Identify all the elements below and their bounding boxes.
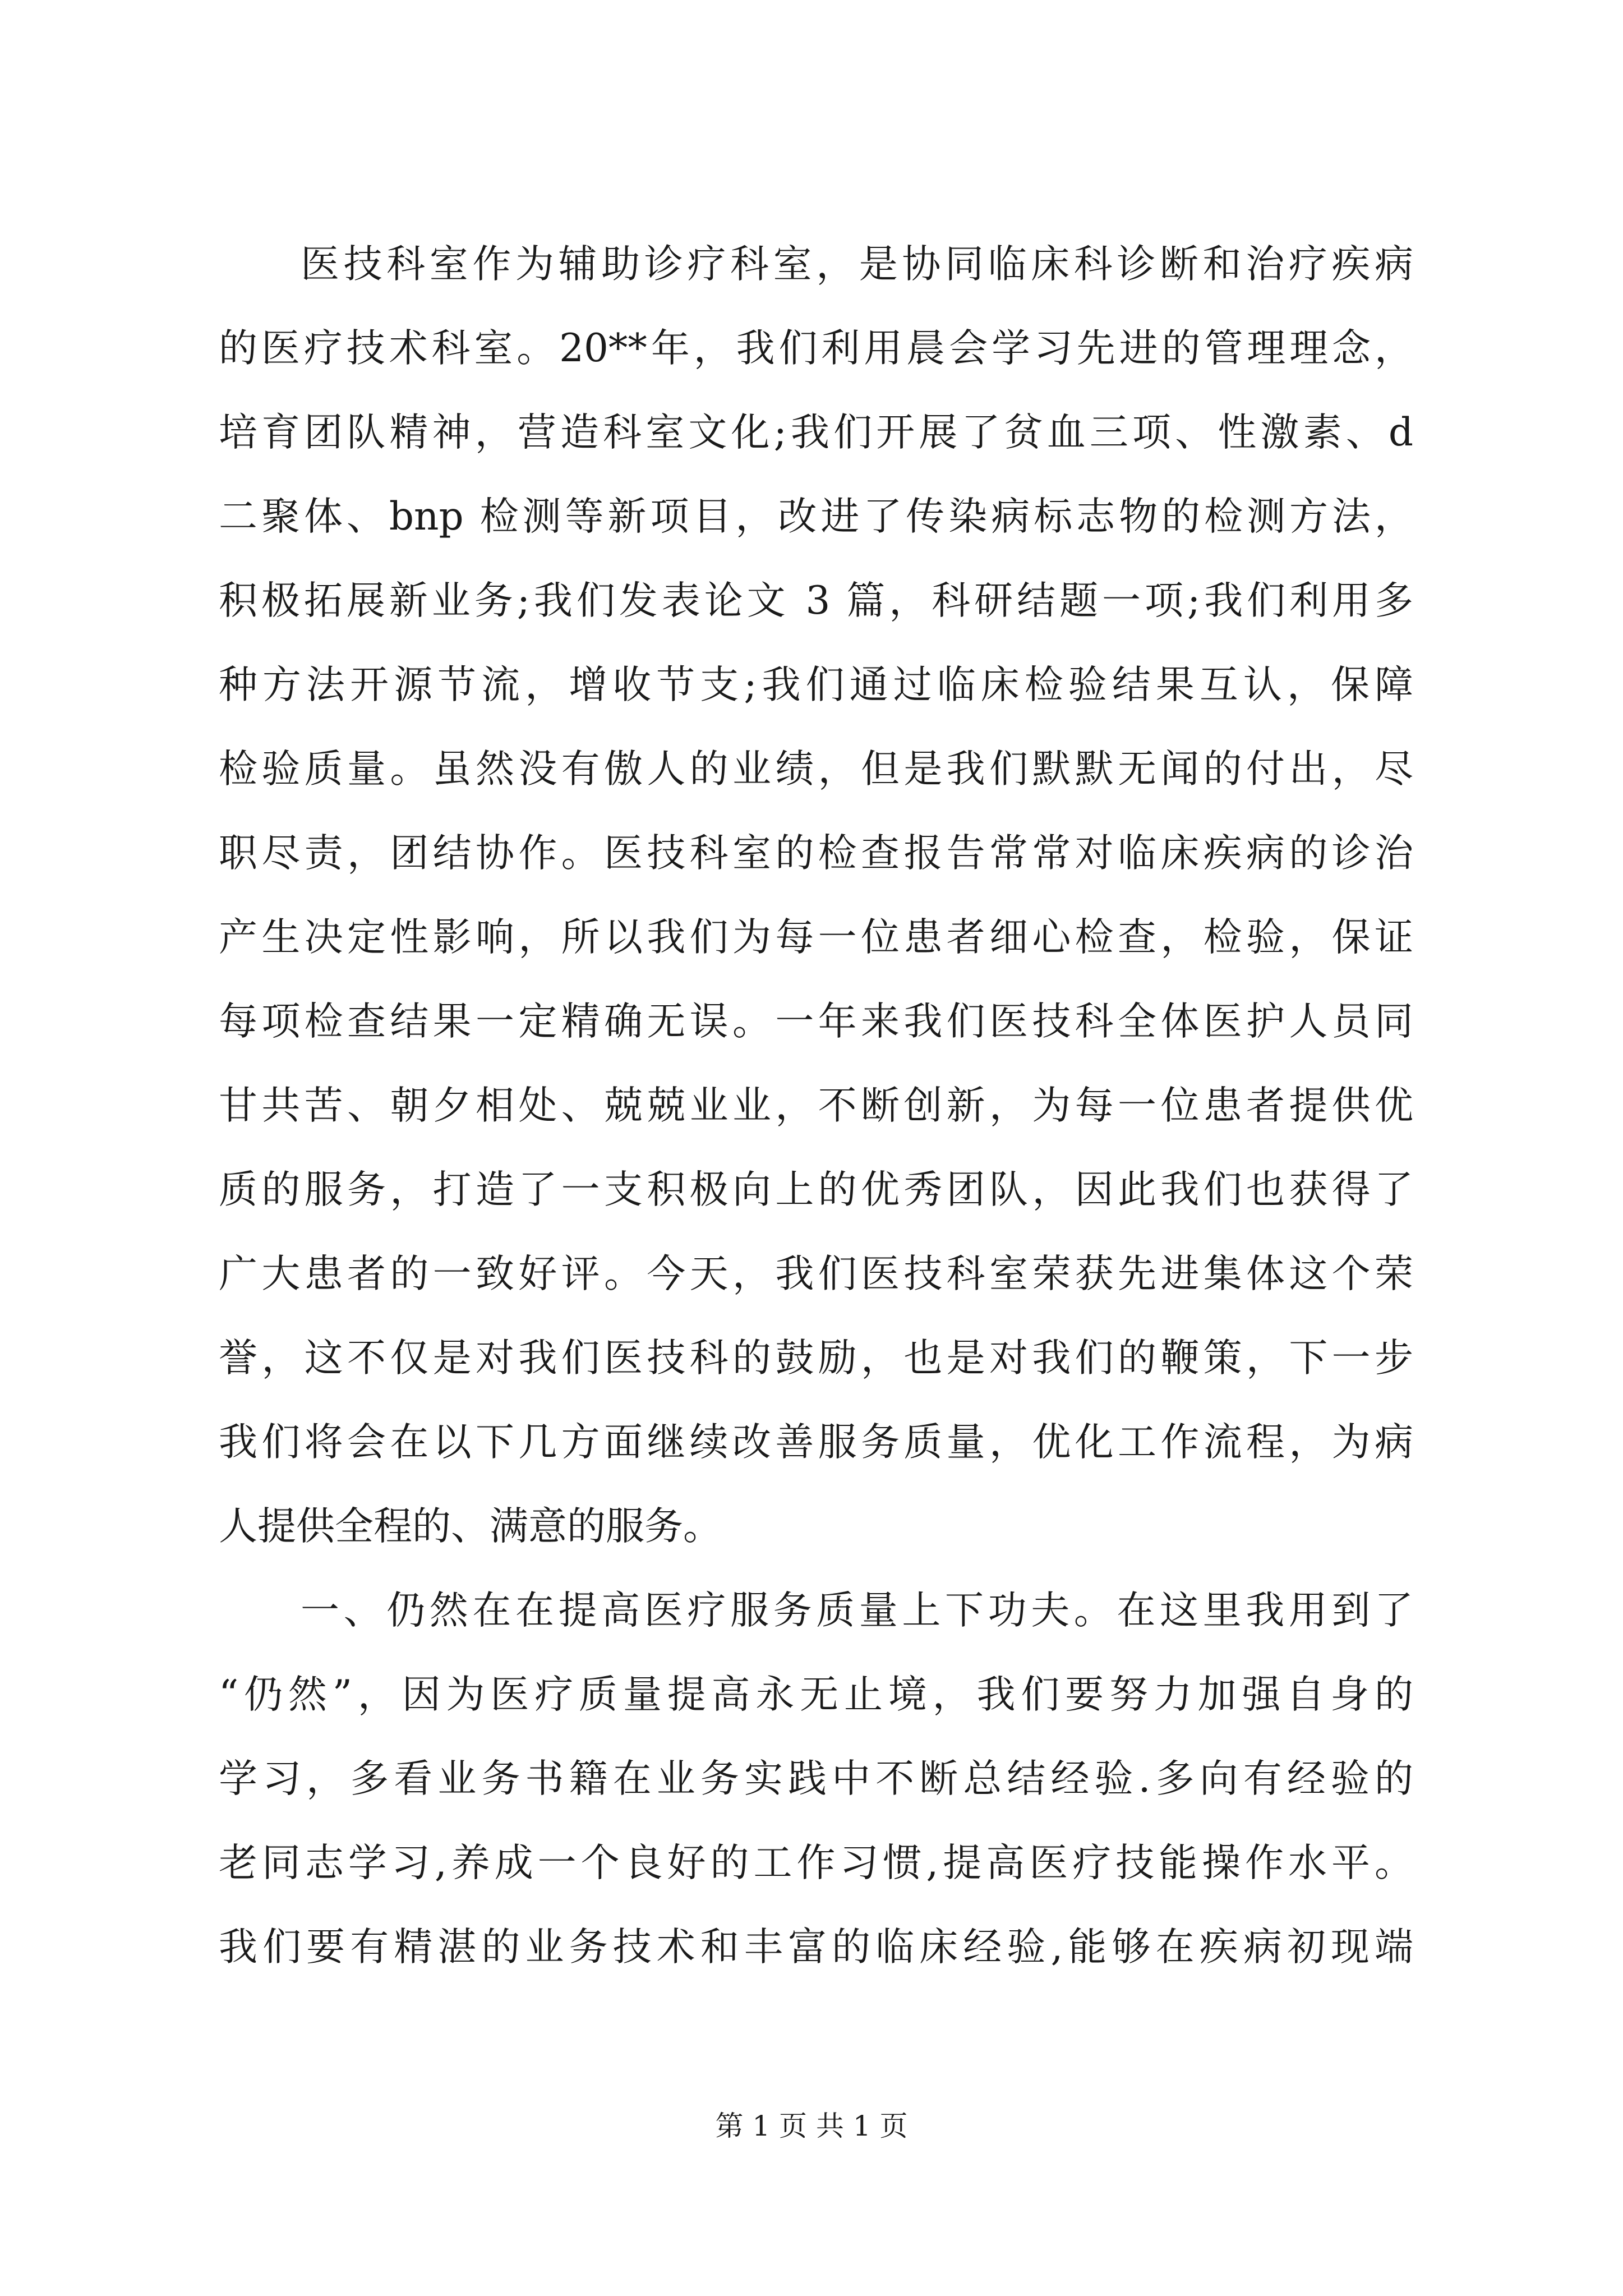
- paragraph-1-line-1: 医技科室作为辅助诊疗科室，是协同临床科诊断和治疗疾病: [301, 242, 1413, 287]
- paragraph-1-line-15: 我们将会在以下几方面继续改善服务质量，优化工作流程，为病: [219, 1420, 1413, 1465]
- paragraph-1-line-8: 职尽责，团结协作。医技科室的检查报告常常对临床疾病的诊治: [219, 831, 1413, 876]
- paragraph-2-line-1: 一、仍然在在提高医疗服务质量上下功夫。在这里我用到了: [301, 1588, 1413, 1633]
- paragraph-1-line-11: 甘共苦、朝夕相处、兢兢业业，不断创新，为每一位患者提供优: [219, 1083, 1413, 1128]
- paragraph-2-line-3: 学习，多看业务书籍在业务实践中不断总结经验.多向有经验的: [219, 1756, 1413, 1801]
- paragraph-1-line-12: 质的服务，打造了一支积极向上的优秀团队，因此我们也获得了: [219, 1167, 1413, 1212]
- paragraph-1-line-14: 誉，这不仅是对我们医技科的鼓励，也是对我们的鞭策，下一步: [219, 1336, 1413, 1381]
- paragraph-1-line-6: 种方法开源节流，增收节支;我们通过临床检验结果互认，保障: [219, 662, 1413, 707]
- paragraph-1-line-4: 二聚体、bnp 检测等新项目，改进了传染病标志物的检测方法，: [219, 494, 1413, 539]
- paragraph-1-line-7: 检验质量。虽然没有傲人的业绩，但是我们默默无闻的付出，尽: [219, 747, 1413, 792]
- paragraph-2-line-5: 我们要有精湛的业务技术和丰富的临床经验,能够在疾病初现端: [219, 1925, 1413, 1970]
- paragraph-1-line-16: 人提供全程的、满意的服务。: [219, 1504, 722, 1549]
- document-body: [219, 222, 1413, 1989]
- paragraph-2-line-2: “仍然”，因为医疗质量提高永无止境，我们要努力加强自身的: [219, 1672, 1413, 1717]
- paragraph-1-line-2: 的医疗技术科室。20**年，我们利用晨会学习先进的管理理念，: [219, 326, 1413, 371]
- paragraph-1-line-10: 每项检查结果一定精确无误。一年来我们医技科全体医护人员同: [219, 999, 1413, 1044]
- paragraph-1-line-3: 培育团队精神，营造科室文化;我们开展了贫血三项、性激素、d: [219, 410, 1413, 455]
- paragraph-1-line-9: 产生决定性影响，所以我们为每一位患者细心检查，检验，保证: [219, 915, 1413, 960]
- paragraph-2-line-4: 老同志学习,养成一个良好的工作习惯,提高医疗技能操作水平。: [219, 1841, 1413, 1885]
- paragraph-1-line-13: 广大患者的一致好评。今天，我们医技科室荣获先进集体这个荣: [219, 1251, 1413, 1296]
- page-number-footer: 第 1 页 共 1 页: [715, 2110, 908, 2142]
- paragraph-1-line-5: 积极拓展新业务;我们发表论文 3 篇，科研结题一项;我们利用多: [219, 578, 1413, 623]
